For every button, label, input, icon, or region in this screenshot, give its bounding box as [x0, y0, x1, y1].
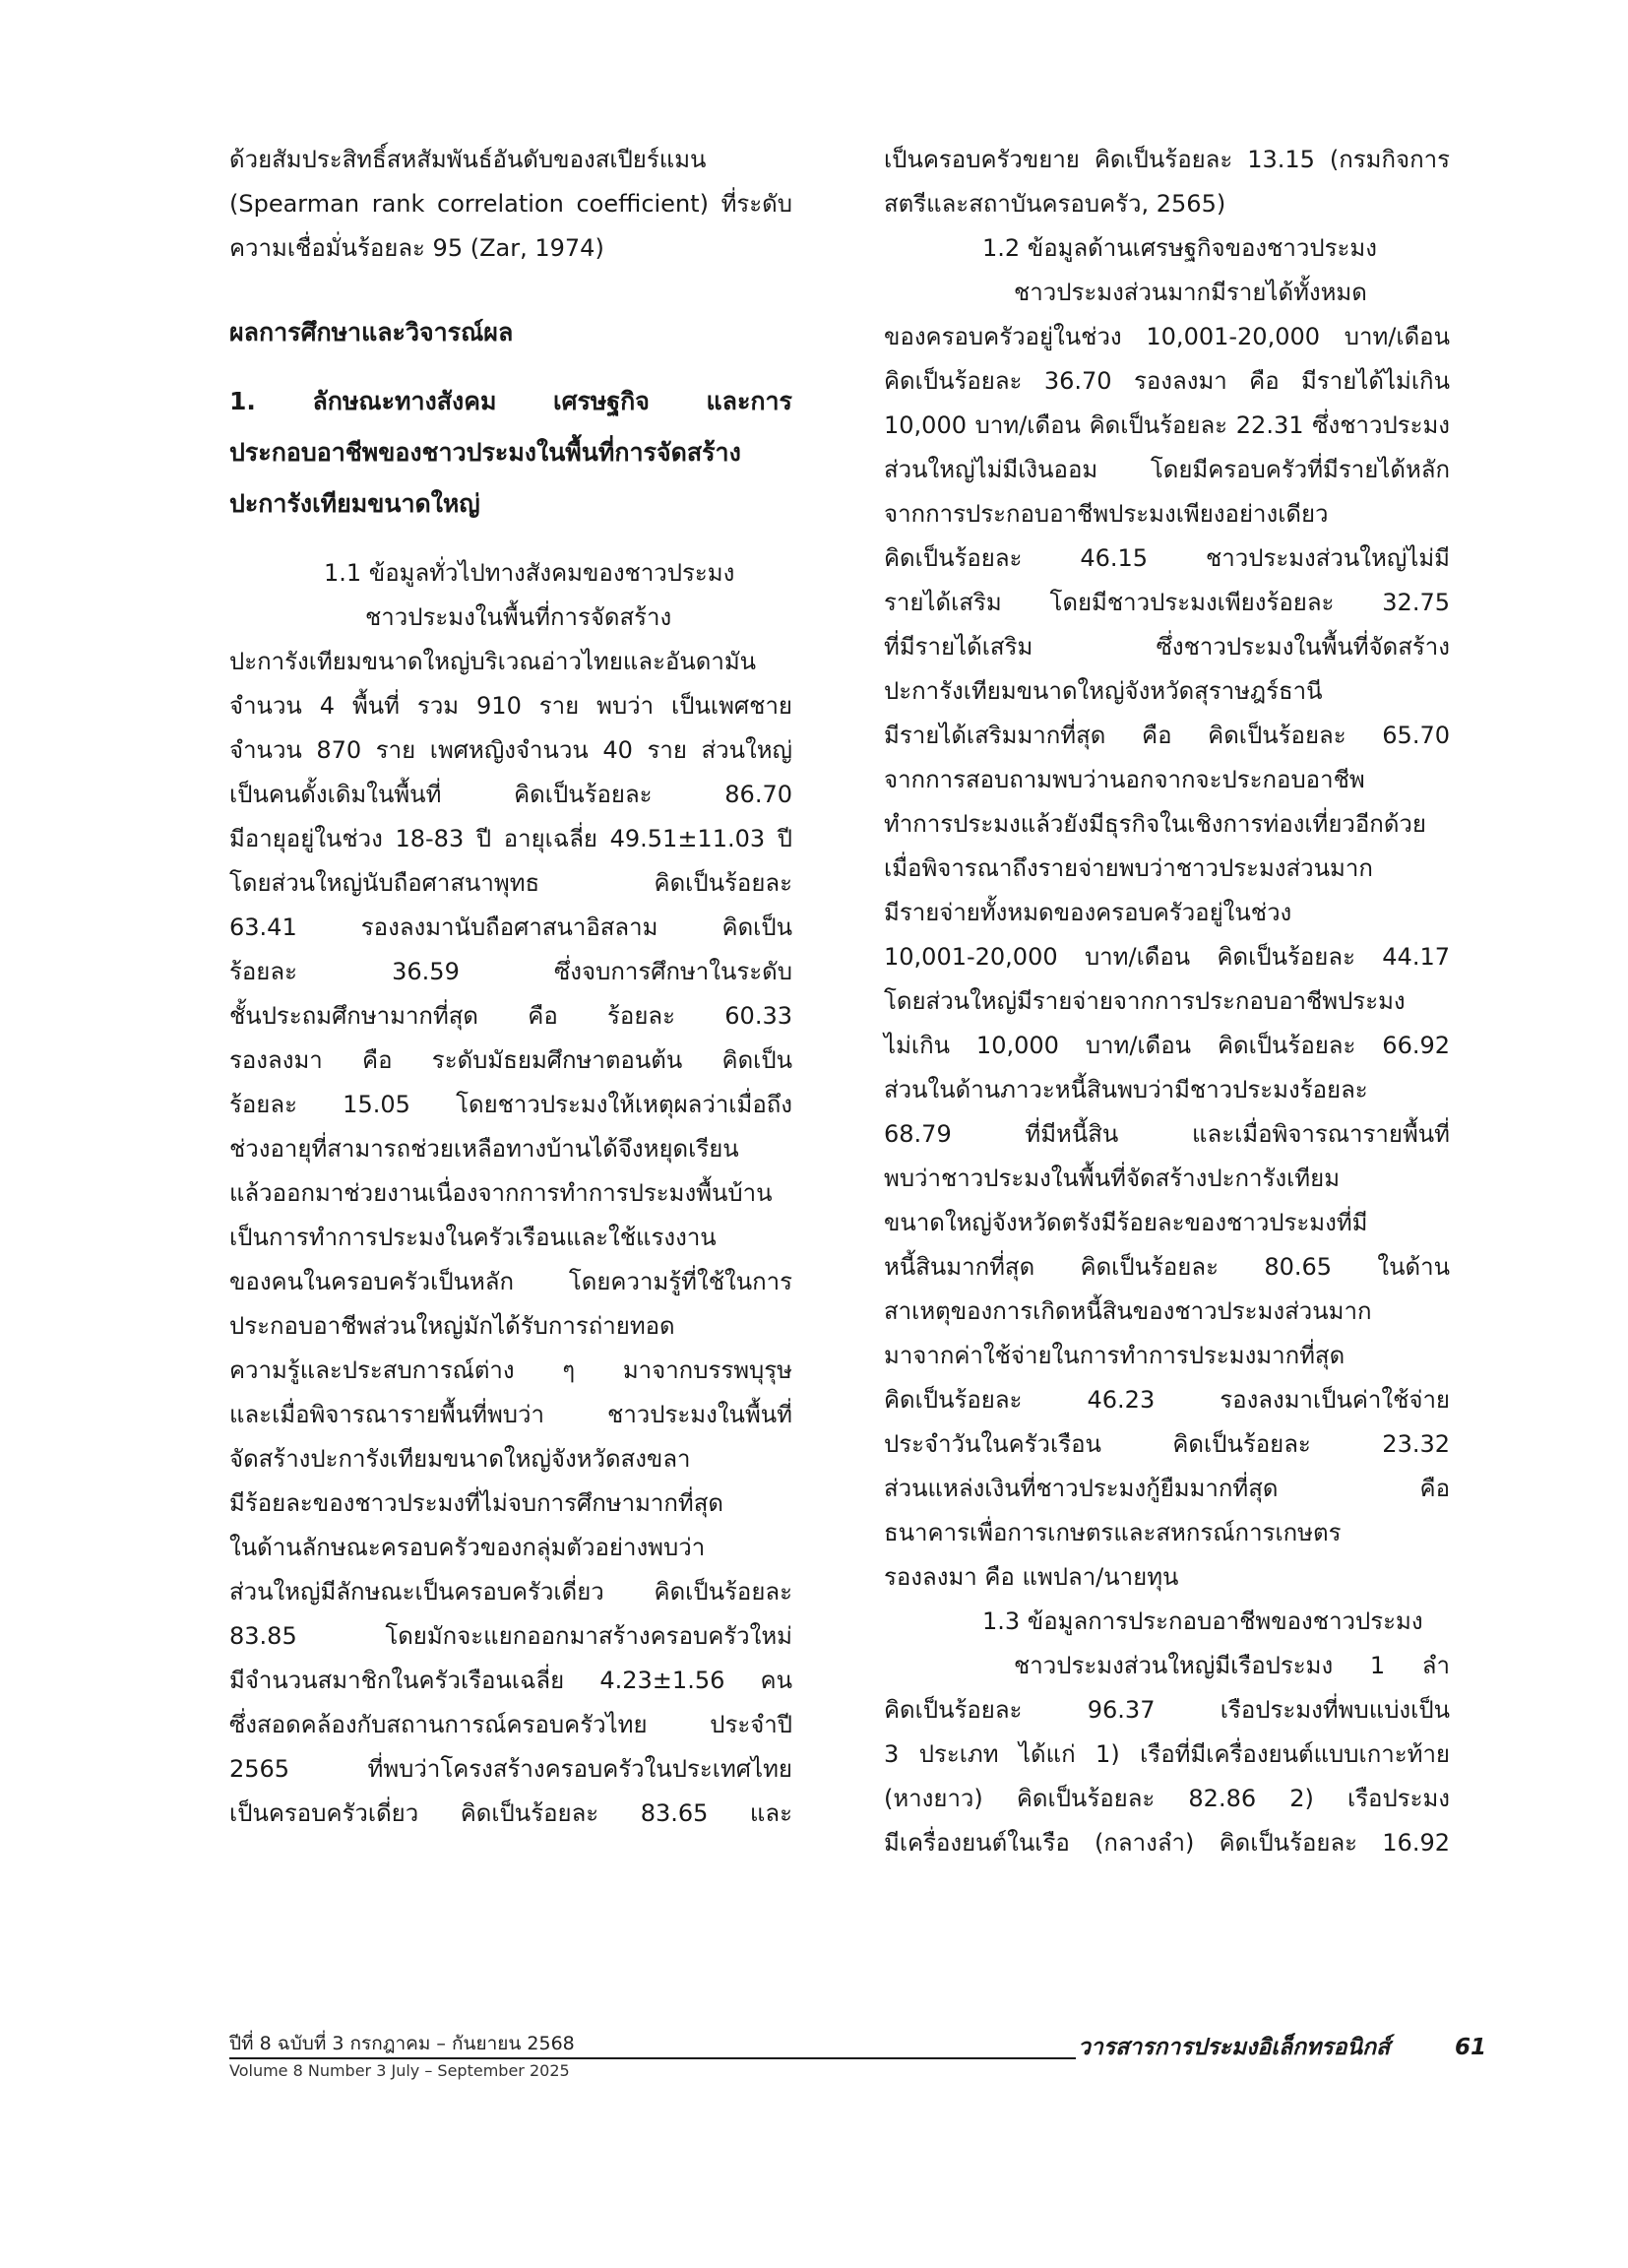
body-line: เป็นครอบครัวเดี่ยว คิดเป็นร้อยละ 83.65 และ [229, 1799, 792, 1827]
body-line: (หางยาว) คิดเป็นร้อยละ 82.86 2) เรือประมง [884, 1785, 1450, 1812]
journal-name: วารสารการประมงอิเล็กทรอนิกส์ [1078, 2035, 1391, 2060]
body-line: ประกอบอาชีพส่วนใหญ่มักได้รับการถ่ายทอด [229, 1312, 675, 1340]
body-line: มีรายจ่ายทั้งหมดของครอบครัวอยู่ในช่วง [884, 899, 1292, 926]
body-line: ชาวประมงในพื้นที่การจัดสร้าง [365, 603, 672, 631]
body-line: มาจากค่าใช้จ่ายในการทำการประมงมากที่สุด [884, 1342, 1346, 1369]
body-line: ชาวประมงส่วนมากมีรายได้ทั้งหมด [1014, 279, 1367, 306]
body-line: คิดเป็นร้อยละ 46.23 รองลงมาเป็นค่าใช้จ่าย [884, 1386, 1450, 1414]
body-line: พบว่าชาวประมงในพื้นที่จัดสร้างปะการังเทียม [884, 1165, 1341, 1192]
body-line: มีร้อยละของชาวประมงที่ไม่จบการศึกษามากที่สุด [229, 1489, 723, 1517]
body-line: 68.79 ที่มีหนี้สิน และเมื่อพิจารณารายพื้นที่ [884, 1120, 1450, 1148]
body-line: 63.41 รองลงมานับถือศาสนาอิสลาม คิดเป็น [229, 914, 792, 941]
body-line: จากการสอบถามพบว่านอกจากจะประกอบอาชีพ [884, 766, 1365, 793]
body-line: ชั้นประถมศึกษามากที่สุด คือ ร้อยละ 60.33 [229, 1002, 792, 1030]
body-line: ไม่เกิน 10,000 บาท/เดือน คิดเป็นร้อยละ 66.92 [884, 1032, 1450, 1059]
body-line: มีเครื่องยนต์ในเรือ (กลางลำ) คิดเป็นร้อยละ 16.92 [884, 1829, 1450, 1857]
body-line: 10,001-20,000 บาท/เดือน คิดเป็นร้อยละ 44.17 [884, 943, 1450, 971]
body-line: ในด้านลักษณะครอบครัวของกลุ่มตัวอย่างพบว่า [229, 1534, 706, 1561]
body-line: ปะการังเทียมขนาดใหญ่จังหวัดสุราษฎร์ธานี [884, 677, 1323, 705]
body-line: ส่วนใหญ่ไม่มีเงินออม โดยมีครอบครัวที่มีรายได้หลัก [884, 456, 1450, 483]
subsection-heading-line: 1. ลักษณะทางสังคม เศรษฐกิจ และการ [229, 387, 792, 415]
sub-1-3-title: 1.3 ข้อมูลการประกอบอาชีพของชาวประมง [982, 1607, 1423, 1635]
body-line: แล้วออกมาช่วยงานเนื่องจากการทำการประมงพื้นบ้าน [229, 1179, 773, 1207]
body-line: คิดเป็นร้อยละ 46.15 ชาวประมงส่วนใหญ่ไม่มี [884, 544, 1450, 572]
body-line: ของคนในครอบครัวเป็นหลัก โดยความรู้ที่ใช้ในการ [229, 1268, 792, 1295]
body-line: เป็นการทำการประมงในครัวเรือนและใช้แรงงาน [229, 1224, 717, 1251]
subsection-heading-line: ปะการังเทียมขนาดใหญ่ [229, 489, 480, 518]
body-line: จำนวน 870 ราย เพศหญิงจำนวน 40 ราย ส่วนใหญ่ [229, 736, 792, 764]
body-line: ที่มีรายได้เสริม ซึ่งชาวประมงในพื้นที่จัดสร้าง [884, 633, 1450, 661]
body-line: 2565 ที่พบว่าโครงสร้างครอบครัวในประเทศไทย [229, 1755, 792, 1783]
body-line: ร้อยละ 36.59 ซึ่งจบการศึกษาในระดับ [229, 958, 792, 985]
body-line: คิดเป็นร้อยละ 96.37 เรือประมงที่พบแบ่งเป็น [884, 1696, 1450, 1724]
body-line: มีรายได้เสริมมากที่สุด คือ คิดเป็นร้อยละ 65.70 [884, 722, 1450, 749]
body-line: และเมื่อพิจารณารายพื้นที่พบว่า ชาวประมงในพื้นที่ [229, 1401, 792, 1428]
body-line: มีจำนวนสมาชิกในครัวเรือนเฉลี่ย 4.23±1.56 คน [229, 1667, 792, 1694]
body-line: รายได้เสริม โดยมีชาวประมงเพียงร้อยละ 32.75 [884, 589, 1450, 616]
body-line: ส่วนแหล่งเงินที่ชาวประมงกู้ยืมมากที่สุด คือ [884, 1475, 1450, 1502]
body-line: ปะการังเทียมขนาดใหญ่บริเวณอ่าวไทยและอันดามัน [229, 648, 757, 675]
body-line: ทำการประมงแล้วยังมีธุรกิจในเชิงการท่องเที่ยวอีกด้วย [884, 810, 1426, 838]
body-line: จำนวน 4 พื้นที่ รวม 910 ราย พบว่า เป็นเพศชาย [229, 692, 792, 720]
body-line: หนี้สินมากที่สุด คิดเป็นร้อยละ 80.65 ในด้าน [884, 1253, 1450, 1281]
body-line: เมื่อพิจารณาถึงรายจ่ายพบว่าชาวประมงส่วนมาก [884, 854, 1373, 882]
page-number: 61 [1455, 2035, 1487, 2060]
sub-1-1-title: 1.1 ข้อมูลทั่วไปทางสังคมของชาวประมง [324, 559, 735, 587]
body-line: ซึ่งสอดคล้องกับสถานการณ์ครอบครัวไทย ประจำปี [229, 1711, 792, 1738]
footer-divider [229, 2057, 1076, 2059]
body-line: รองลงมา คือ ระดับมัธยมศึกษาตอนต้น คิดเป็น [229, 1046, 792, 1074]
body-line: โดยส่วนใหญ่นับถือศาสนาพุทธ คิดเป็นร้อยละ [229, 869, 792, 897]
body-line: 3 ประเภท ได้แก่ 1) เรือที่มีเครื่องยนต์แบบเกาะท้าย [884, 1740, 1450, 1768]
body-line: จากการประกอบอาชีพประมงเพียงอย่างเดียว [884, 500, 1329, 528]
body-line: สาเหตุของการเกิดหนี้สินของชาวประมงส่วนมาก [884, 1297, 1372, 1325]
page-footer [229, 2031, 1489, 2090]
intro-line: ความเชื่อมั่นร้อยละ 95 (Zar, 1974) [229, 234, 604, 262]
intro-line: (Spearman rank correlation coefficient) ที่ระดับ [229, 190, 792, 218]
body-line: ธนาคารเพื่อการเกษตรและสหกรณ์การเกษตร [884, 1519, 1342, 1546]
section-heading: ผลการศึกษาและวิจารณ์ผล [229, 318, 514, 346]
body-line: โดยส่วนใหญ่มีรายจ่ายจากการประกอบอาชีพประมง [884, 987, 1406, 1015]
body-line: ส่วนใหญ่มีลักษณะเป็นครอบครัวเดี่ยว คิดเป็นร้อยละ [229, 1578, 792, 1606]
body-line: มีอายุอยู่ในช่วง 18-83 ปี อายุเฉลี่ย 49.51±11.03 ปี [229, 825, 792, 852]
body-line: ร้อยละ 15.05 โดยชาวประมงให้เหตุผลว่าเมื่อถึง [229, 1091, 792, 1118]
body-line: จัดสร้างปะการังเทียมขนาดใหญ่จังหวัดสงขลา [229, 1445, 691, 1473]
body-line: สตรีและสถาบันครอบครัว, 2565) [884, 190, 1226, 218]
body-line: 83.85 โดยมักจะแยกออกมาสร้างครอบครัวใหม่ [229, 1622, 792, 1650]
body-line: เป็นครอบครัวขยาย คิดเป็นร้อยละ 13.15 (กรมกิจการ [884, 146, 1450, 173]
body-line: คิดเป็นร้อยละ 36.70 รองลงมา คือ มีรายได้ไม่เกิน [884, 367, 1450, 395]
intro-line: ด้วยสัมประสิทธิ์สหสัมพันธ์อันดับของสเปียร์แมน [229, 146, 707, 173]
body-line: ความรู้และประสบการณ์ต่าง ๆ มาจากบรรพบุรุษ [229, 1356, 792, 1384]
body-line: ส่วนในด้านภาวะหนี้สินพบว่ามีชาวประมงร้อยละ [884, 1076, 1368, 1103]
body-line: ของครอบครัวอยู่ในช่วง 10,001-20,000 บาท/เดือน [884, 323, 1450, 350]
issue-info-thai: ปีที่ 8 ฉบับที่ 3 กรกฎาคม – กันยายน 2568 [229, 2033, 575, 2054]
body-line: เป็นคนดั้งเดิมในพื้นที่ คิดเป็นร้อยละ 86.70 [229, 781, 792, 808]
body-line: รองลงมา คือ แพปลา/นายทุน [884, 1563, 1179, 1591]
body-line: ขนาดใหญ่จังหวัดตรังมีร้อยละของชาวประมงที่มี [884, 1209, 1368, 1236]
body-line: 10,000 บาท/เดือน คิดเป็นร้อยละ 22.31 ซึ่งชาวประมง [884, 411, 1450, 439]
body-line: ชาวประมงส่วนใหญ่มีเรือประมง 1 ลำ [1014, 1652, 1450, 1679]
issue-info-english: Volume 8 Number 3 July – September 2025 [229, 2061, 570, 2080]
left-column [229, 138, 792, 1836]
body-line: ประจำวันในครัวเรือน คิดเป็นร้อยละ 23.32 [884, 1430, 1450, 1458]
subsection-heading-line: ประกอบอาชีพของชาวประมงในพื้นที่การจัดสร้าง [229, 438, 741, 467]
body-line: ช่วงอายุที่สามารถช่วยเหลือทางบ้านได้จึงหยุดเรียน [229, 1135, 739, 1163]
subsection-heading [229, 376, 792, 530]
sub-1-2-title: 1.2 ข้อมูลด้านเศรษฐกิจของชาวประมง [982, 234, 1377, 262]
right-column [884, 138, 1450, 1865]
